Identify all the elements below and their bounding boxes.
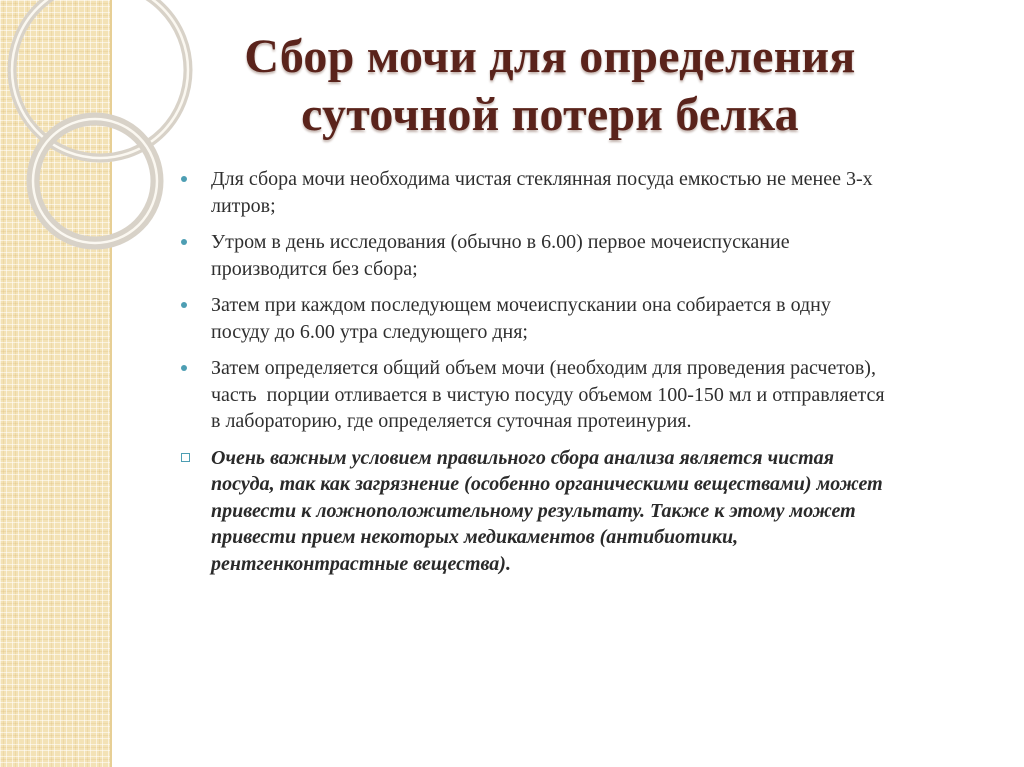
important-note	[178, 445, 990, 578]
bullet-dot-icon	[181, 365, 187, 371]
left-pattern-band	[0, 0, 112, 767]
list-item	[178, 229, 990, 282]
list-item-line: Затем определяется общий объем мочи (необходим для проведения расчетов),	[211, 357, 876, 379]
slide-title	[150, 28, 950, 144]
slide-title-line-2: суточной потери белка	[301, 88, 799, 141]
important-note-line: Очень важным условием правильного сбора анализа является чистая	[211, 446, 834, 469]
bullet-dot-icon	[181, 239, 187, 245]
list-item	[178, 166, 990, 219]
square-bullet-icon	[181, 453, 190, 462]
list-item-line: в лабораторию, где определяется суточная протеинурия.	[211, 410, 692, 432]
list-item-line: Для сбора мочи необходима чистая стеклянная посуда емкостью не менее 3-х	[211, 168, 873, 190]
instructions-list	[178, 166, 990, 587]
important-note-line: привести прием некоторых медикаментов (антибиотики,	[211, 526, 739, 548]
list-item	[178, 292, 990, 345]
important-note-line: рентгенконтрастные вещества).	[211, 552, 511, 575]
list-item-line: часть порции отливается в чистую посуду объемом 100-150 мл и отправляется	[211, 383, 885, 406]
bullet-dot-icon	[181, 176, 187, 182]
bullet-dot-icon	[181, 302, 187, 308]
list-item	[178, 355, 990, 435]
list-item-line: Утром в день исследования (обычно в 6.00) первое мочеиспускание	[211, 231, 790, 253]
list-item-line: посуду до 6.00 утра следующего дня;	[211, 320, 528, 343]
important-note-line: привести к ложноположительному результату. Также к этому может	[211, 499, 856, 522]
list-item-line: литров;	[211, 194, 276, 217]
slide-title-line-1: Сбор мочи для определения	[244, 30, 856, 83]
important-note-line: посуда, так как загрязнение (особенно органическими веществами) может	[211, 473, 883, 495]
list-item-line: производится без сбора;	[211, 257, 418, 280]
list-item-line: Затем при каждом последующем мочеиспускании она собирается в одну	[211, 294, 831, 316]
